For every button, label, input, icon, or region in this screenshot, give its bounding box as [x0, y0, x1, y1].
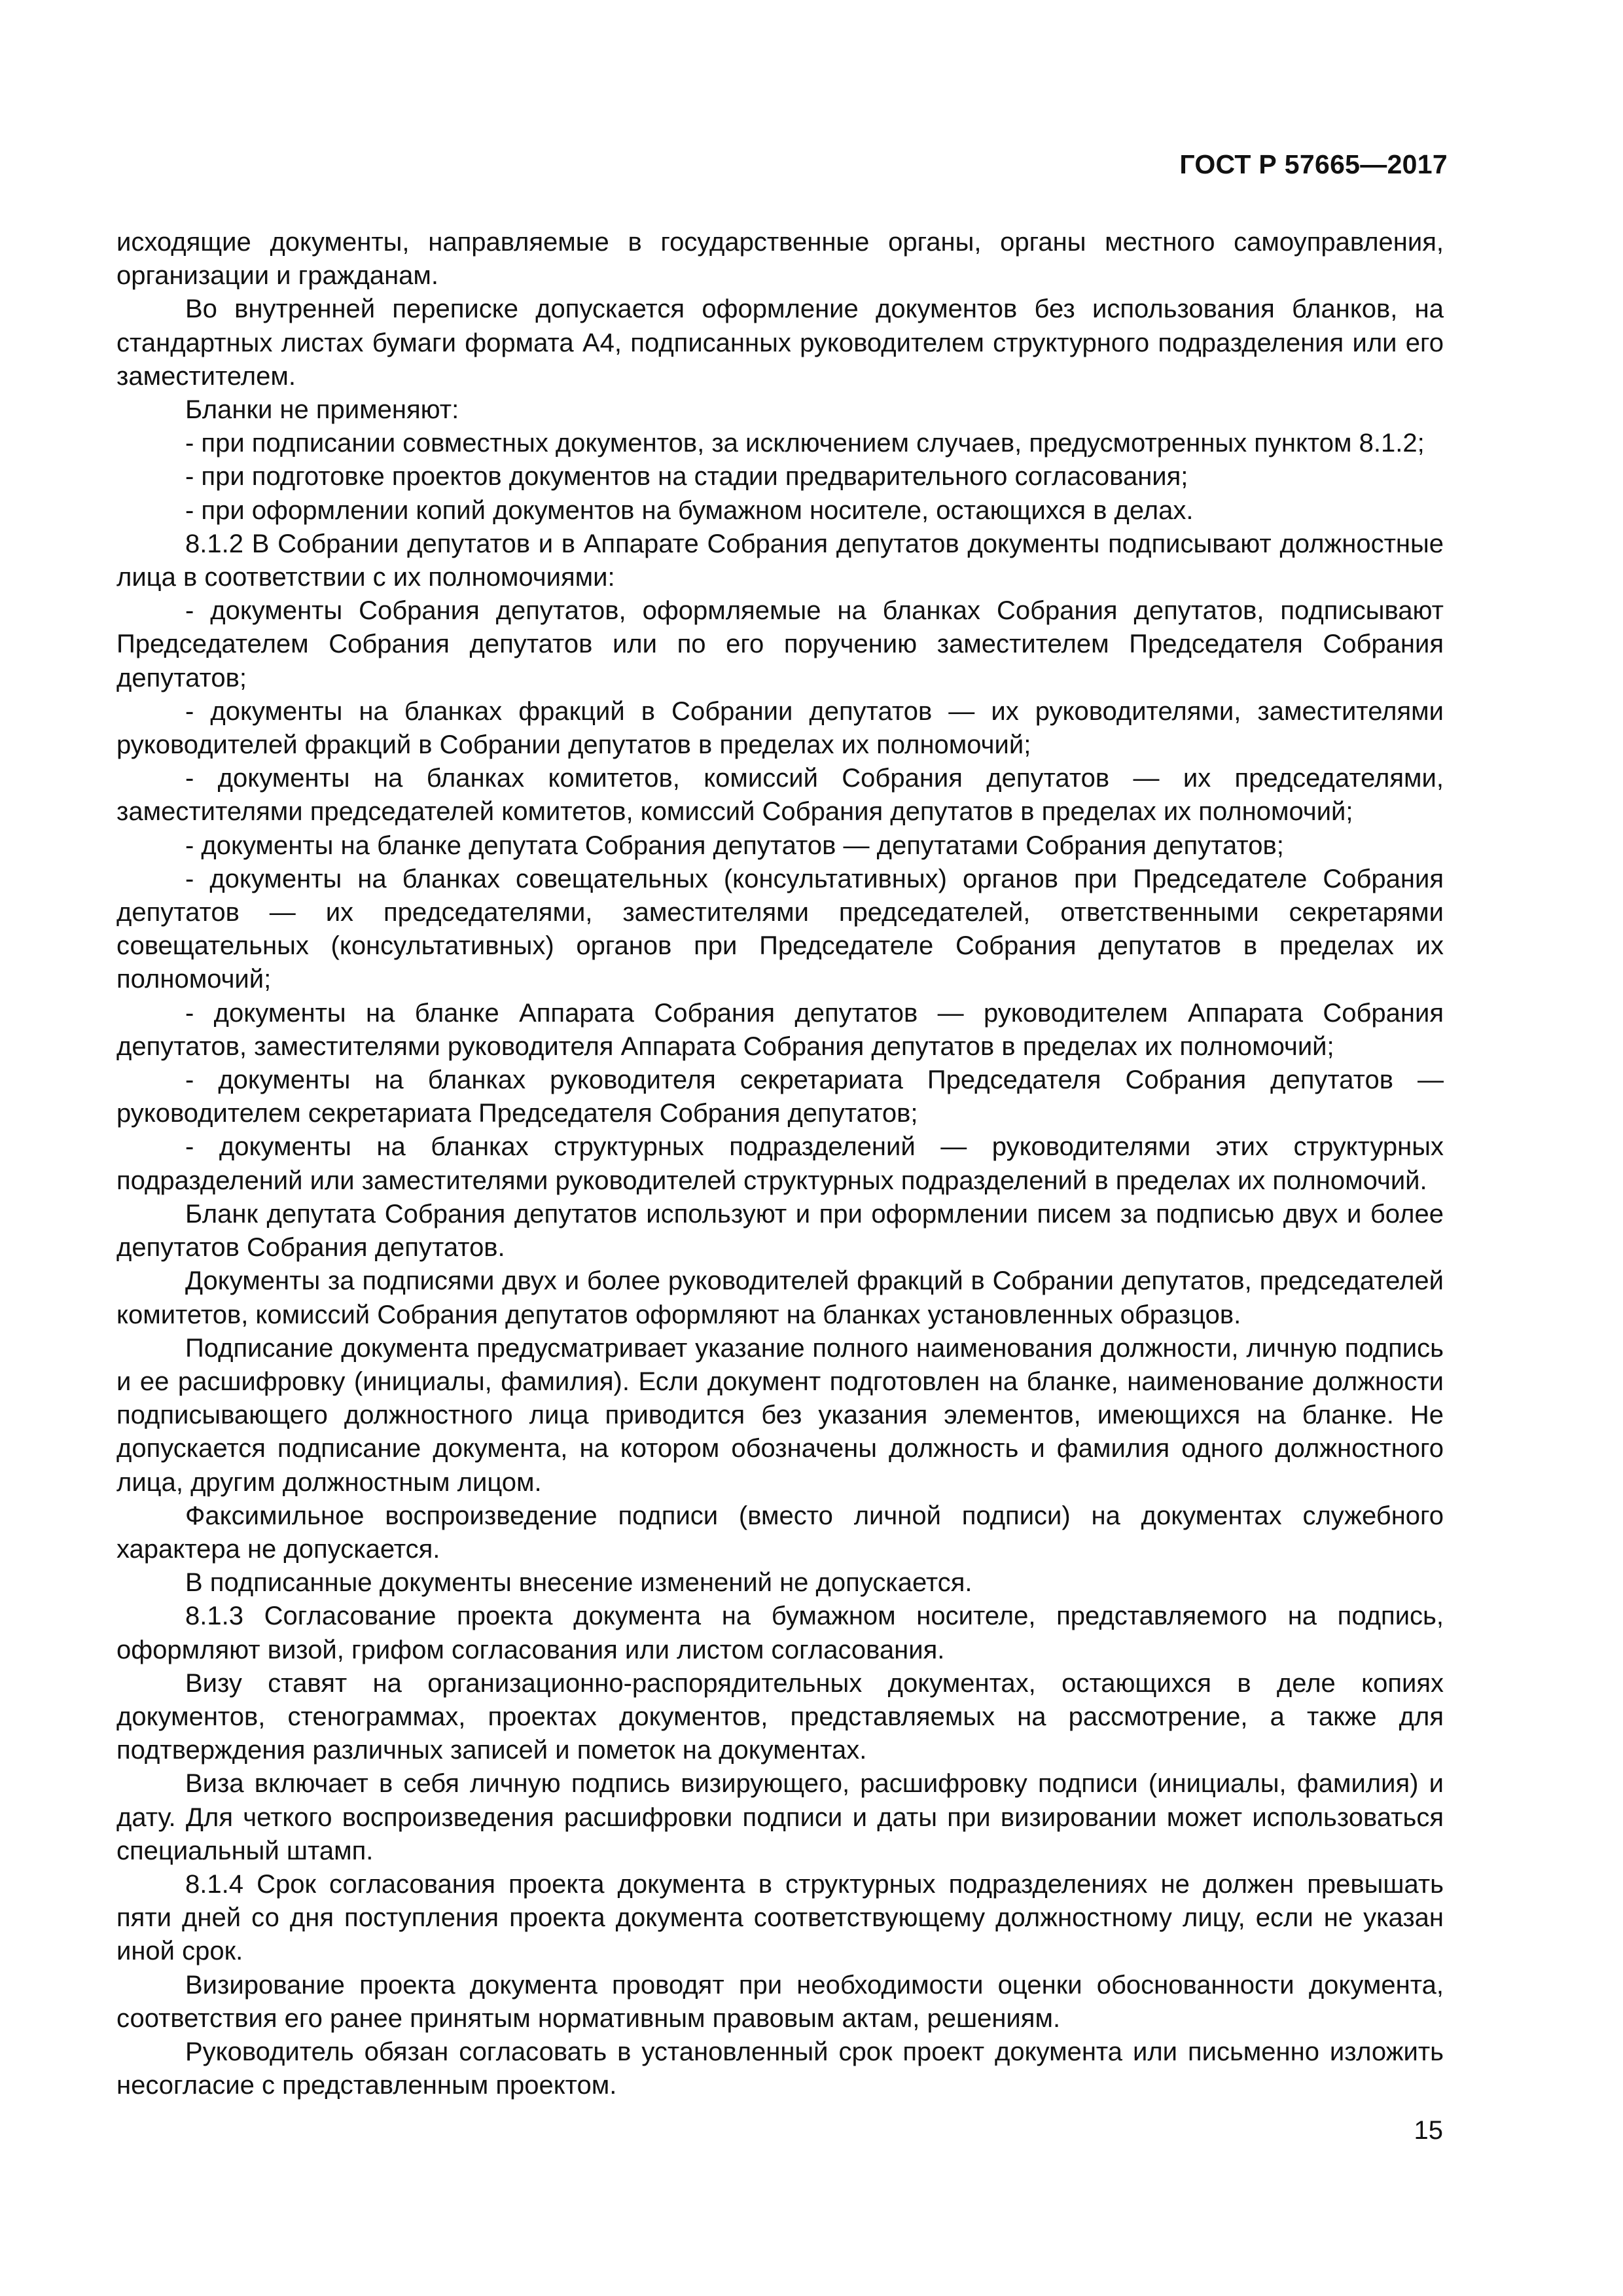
list-item: - документы на бланке депутата Собрания депутатов — депутатами Собрания депутатов;: [185, 831, 1284, 860]
paragraph: Бланк депутата Собрания депутатов используют и при оформлении писем за подписью двух и более депутатов Собрания депутатов.: [116, 1199, 1444, 1263]
paragraph: Факсимильное воспроизведение подписи (вместо личной подписи) на документах служебного характера не допускается.: [116, 1501, 1444, 1564]
paragraph: В подписанные документы внесение изменений не допускается.: [185, 1568, 972, 1598]
list-item: - документы на бланках совещательных (консультативных) органов при Председателе Собрания депутатов — их председателями, заместителями председателей, ответственными секретарями совещательных (консультативных) органов при Председателе Собрания депутатов в пределах их полномочий;: [116, 864, 1444, 994]
standard-code-header: ГОСТ Р 57665—2017: [1179, 149, 1448, 179]
list-item: - документы на бланке Аппарата Собрания депутатов — руководителем Аппарата Собрания депутатов, заместителями руководителя Аппарата Собрания депутатов в пределах их полномочий;: [116, 998, 1444, 1061]
section-8-1-4: 8.1.4 Срок согласования проекта документа в структурных подразделениях не должен превышать пяти дней со дня поступления проекта документа соответствующему должностному лицу, если не указан иной срок.: [116, 1869, 1444, 1966]
list-item: - при подписании совместных документов, за исключением случаев, предусмотренных пунктом 8.1.2;: [185, 429, 1425, 458]
paragraph: Бланки не применяют:: [185, 395, 459, 425]
paragraph: Визу ставят на организационно-распорядительных документах, остающихся в деле копиях документов, стенограммах, проектах документов, представляемых на рассмотрение, а также для подтверждения различных записей и пометок на документах.: [116, 1668, 1444, 1765]
paragraph: Документы за подписями двух и более руководителей фракций в Собрании депутатов, председателей комитетов, комиссий Собрания депутатов оформляют на бланках установленных образцов.: [116, 1266, 1444, 1329]
paragraph: Руководитель обязан согласовать в установленный срок проект документа или письменно изложить несогласие с представленным проектом.: [116, 2037, 1444, 2100]
list-item: - документы на бланках фракций в Собрании депутатов — их руководителями, заместителями руководителей фракций в Собрании депутатов в пределах их полномочий;: [116, 696, 1444, 760]
paragraph: Во внутренней переписке допускается оформление документов без использования бланков, на стандартных листах бумаги формата А4, подписанных руководителем структурного подразделения или его заместителем.: [116, 295, 1444, 391]
page-number: 15: [1414, 2116, 1443, 2145]
list-item: - документы на бланках структурных подразделений — руководителями этих структурных подразделений или заместителями руководителей структурных подразделений в пределах их полномочий.: [116, 1132, 1444, 1195]
section-8-1-2: 8.1.2 В Собрании депутатов и в Аппарате Собрания депутатов документы подписывают должностные лица в соответствии с их полномочиями:: [116, 529, 1444, 592]
list-item: - документы Собрания депутатов, оформляемые на бланках Собрания депутатов, подписывают Председателем Собрания депутатов или по его поручению заместителем Председателя Собрания депутатов;: [116, 596, 1444, 692]
list-item: - документы на бланках комитетов, комиссий Собрания депутатов — их председателями, заместителями председателей комитетов, комиссий Собрания депутатов в пределах их полномочий;: [116, 764, 1444, 827]
paragraph: исходящие документы, направляемые в государственные органы, органы местного самоуправления, организации и гражданам.: [116, 228, 1444, 291]
list-item: - документы на бланках руководителя секретариата Председателя Собрания депутатов — руководителем секретариата Председателя Собрания депутатов;: [116, 1066, 1444, 1128]
paragraph: Визирование проекта документа проводят при необходимости оценки обоснованности документа, соответствия его ранее принятым нормативным правовым актам, решениям.: [116, 1970, 1444, 2033]
document-body: [116, 226, 1444, 2102]
paragraph: Виза включает в себя личную подпись визирующего, расшифровку подписи (инициалы, фамилия) и дату. Для четкого воспроизведения расшифровки подписи и даты при визировании может использоваться специальный штамп.: [116, 1769, 1444, 1865]
section-8-1-3: 8.1.3 Согласование проекта документа на бумажном носителе, представляемого на подпись, оформляют визой, грифом согласования или листом согласования.: [116, 1602, 1444, 1664]
list-item: - при подготовке проектов документов на стадии предварительного согласования;: [185, 462, 1188, 492]
paragraph: Подписание документа предусматривает указание полного наименования должности, личную подпись и ее расшифровку (инициалы, фамилия). Если документ подготовлен на бланке, наименование должности подписывающего должностного лица приводится без указания элементов, имеющихся на бланке. Не допускается подписание документа, на котором обозначены должность и фамилия одного должностного лица, другим должностным лицом.: [116, 1333, 1444, 1497]
list-item: - при оформлении копий документов на бумажном носителе, остающихся в делах.: [185, 495, 1194, 525]
